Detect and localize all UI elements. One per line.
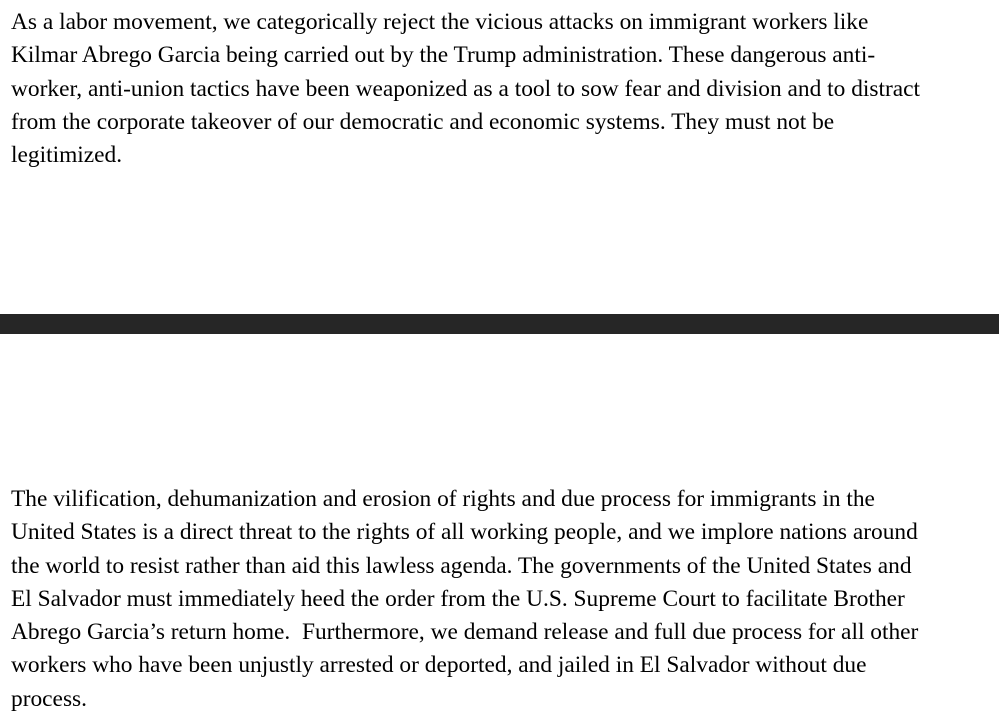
paragraph-1-line: from the corporate takeover of our democratic and economic systems. They must not be [11, 108, 835, 135]
paragraph-2-line: the world to resist rather than aid this lawless agenda. The governments of the United States and [11, 552, 912, 579]
paragraph-1-line: As a labor movement, we categorically reject the vicious attacks on immigrant workers like [11, 9, 869, 35]
paragraph-2 [11, 483, 995, 716]
paragraph-1 [11, 6, 995, 172]
paragraph-2-line: El Salvador must immediately heed the order from the U.S. Supreme Court to facilitate Brother [11, 585, 905, 612]
paragraph-1-line: legitimized. [11, 142, 123, 169]
paragraph-2-line: process. [11, 685, 87, 712]
page-divider-bar [0, 314, 999, 334]
paragraph-2-line: United States is a direct threat to the rights of all working people, and we implore nations around [11, 519, 918, 546]
paragraph-1-line: Kilmar Abrego Garcia being carried out by the Trump administration. These dangerous anti- [11, 42, 876, 69]
paragraph-2-line: workers who have been unjustly arrested or deported, and jailed in El Salvador without due [11, 652, 867, 679]
paragraph-1-line: worker, anti-union tactics have been weaponized as a tool to sow fear and division and to distract [11, 75, 921, 102]
paragraph-2-line: The vilification, dehumanization and erosion of rights and due process for immigrants in the [11, 486, 875, 512]
paragraph-2-line: Abrego Garcia’s return home. Furthermore, we demand release and full due process for all other [11, 619, 919, 646]
